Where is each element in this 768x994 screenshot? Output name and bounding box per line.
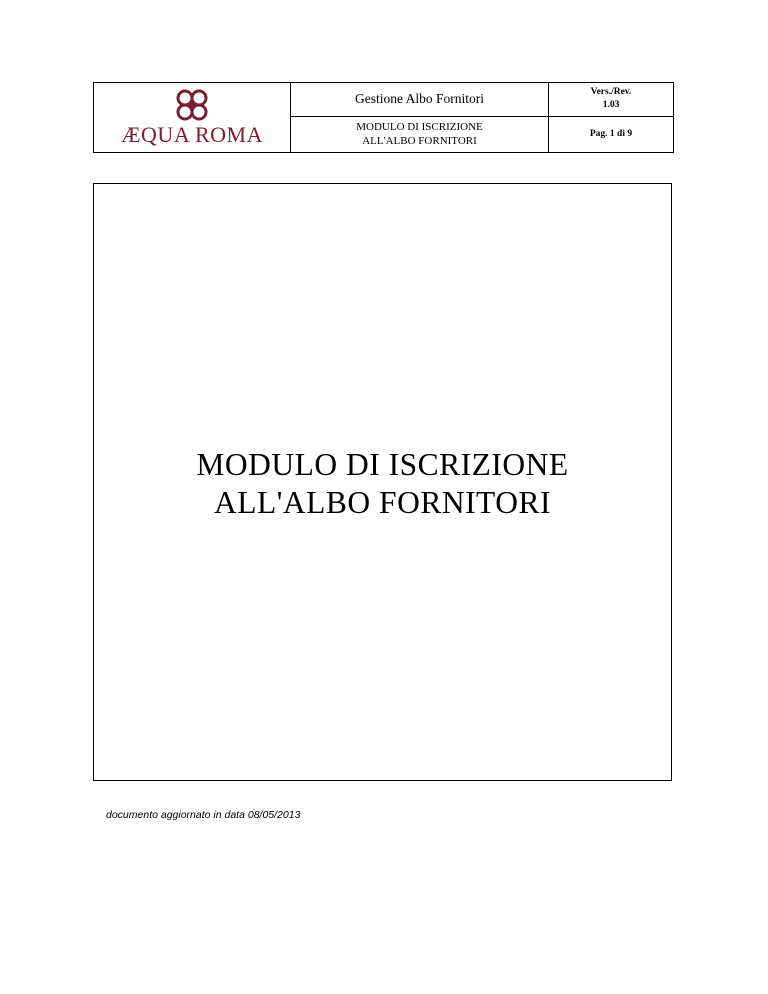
header-title-cell (291, 83, 549, 117)
cover-title-line1: MODULO DI ISCRIZIONE (196, 447, 569, 482)
company-logo (94, 83, 290, 152)
page-number-cell (549, 116, 674, 152)
logo-cell (94, 83, 291, 153)
update-date-note: documento aggiornato in data 08/05/2013 (106, 809, 301, 821)
version-cell (549, 83, 674, 117)
header-subtitle-line1: MODULO DI ISCRIZIONE (356, 121, 483, 134)
document-header (93, 82, 674, 153)
header-subtitle-cell (291, 116, 549, 152)
logo-wordmark: ÆQUA ROMA (120, 122, 264, 147)
quatrefoil-rosette-icon (172, 88, 212, 122)
version-label: Vers./Rev. (590, 87, 632, 98)
page-number: Pag. 1 di 9 (589, 128, 633, 139)
cover-title (94, 446, 671, 522)
version-value: 1.03 (602, 100, 620, 111)
cover-frame (93, 183, 672, 781)
header-subtitle-line2: ALL'ALBO FORNITORI (362, 135, 477, 148)
cover-title-line2: ALL'ALBO FORNITORI (214, 485, 551, 520)
header-title: Gestione Albo Fornitori (355, 91, 484, 107)
